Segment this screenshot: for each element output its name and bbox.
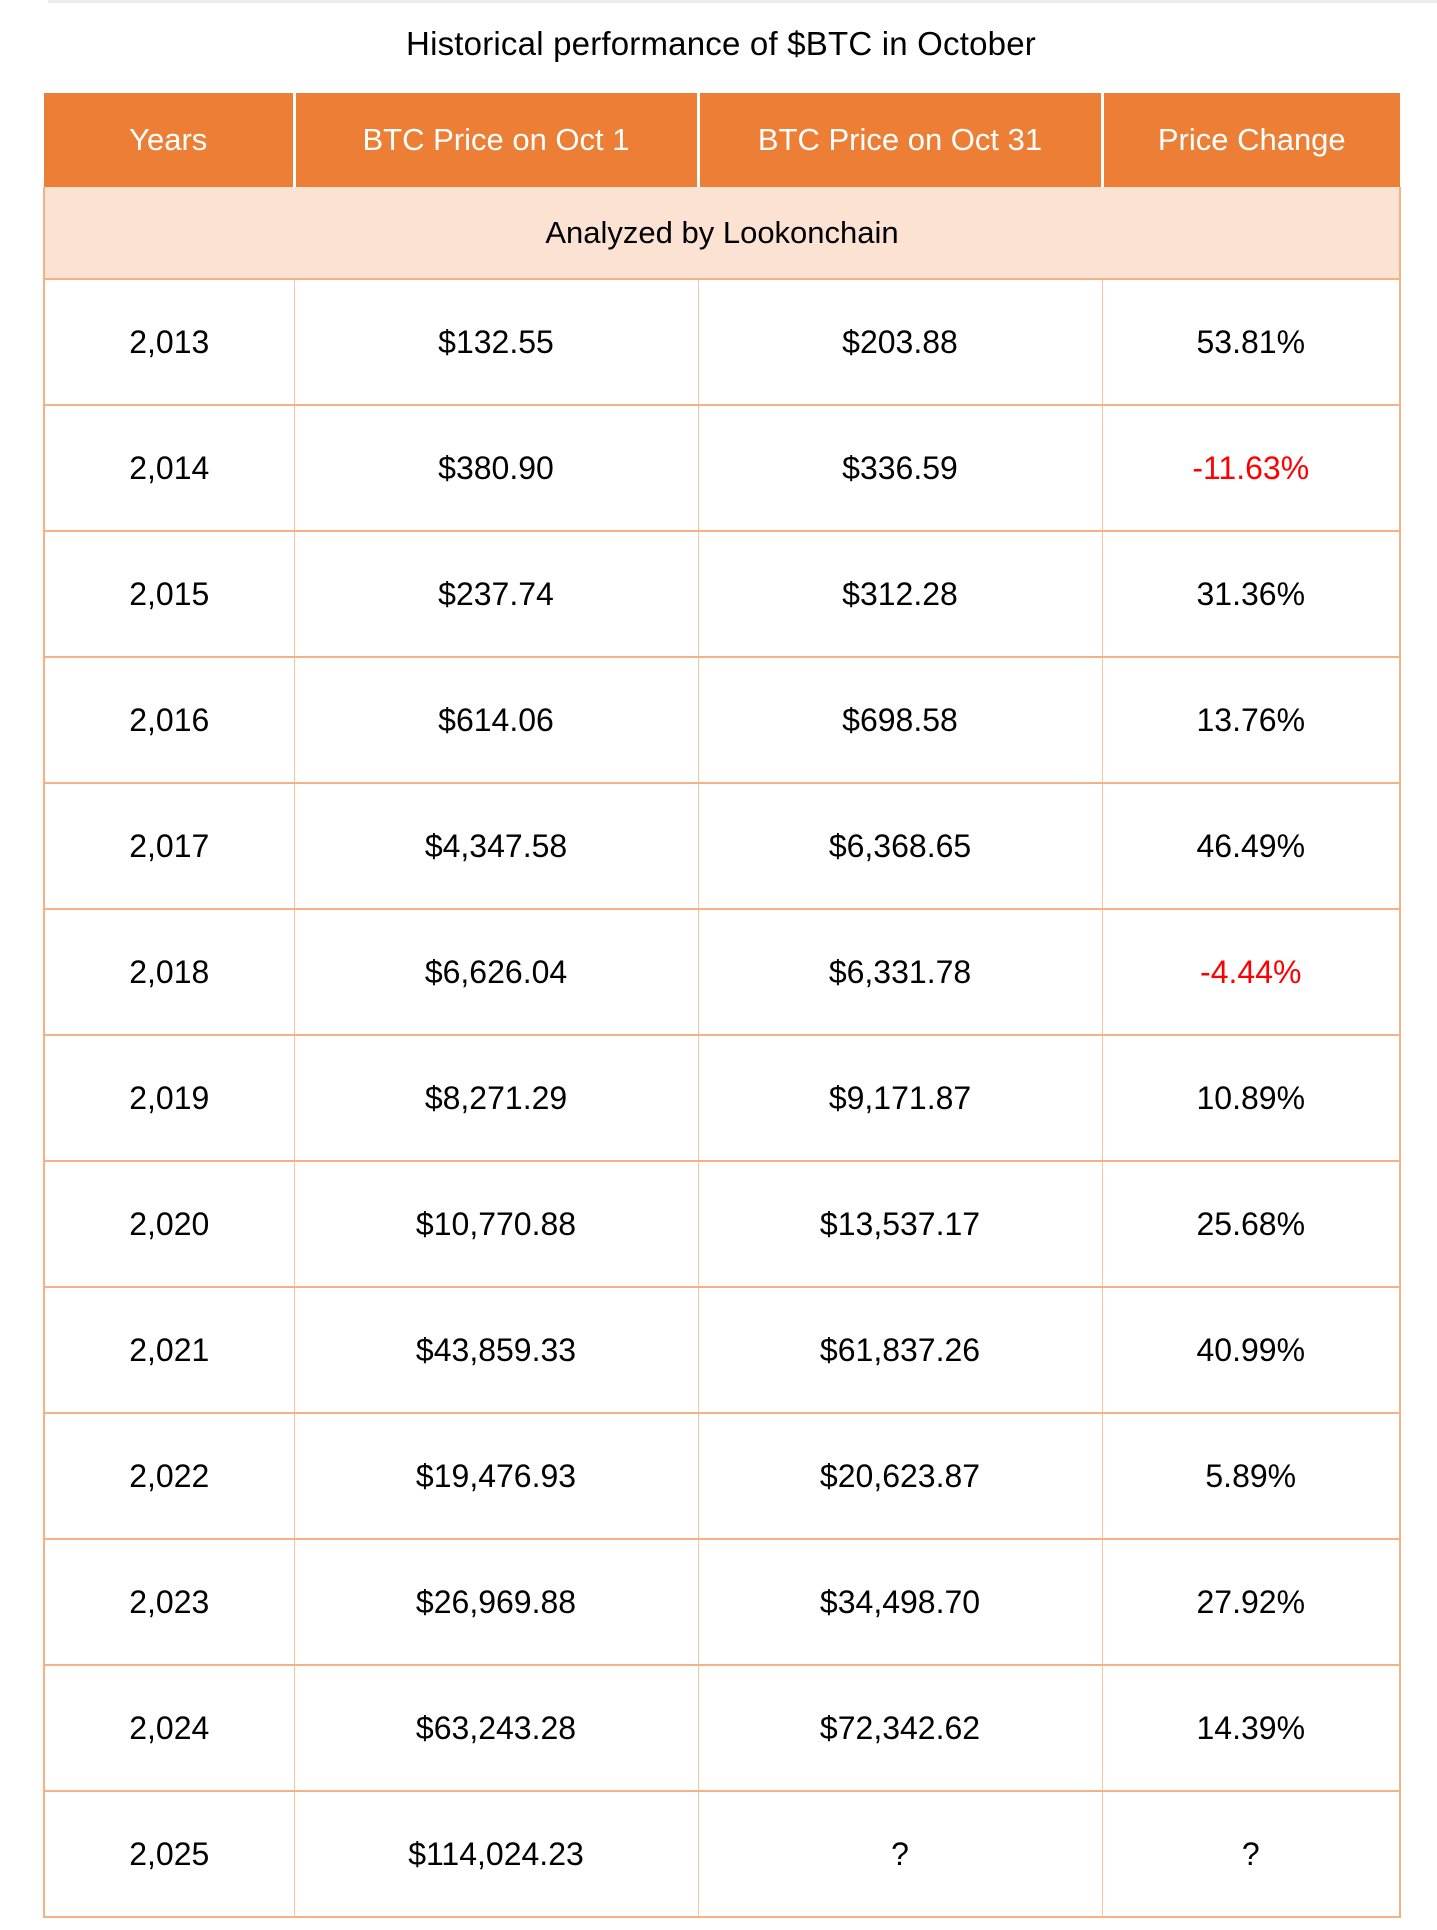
table-row (44, 1791, 1400, 1917)
cell-oct1-price: $26,969.88 (294, 1539, 698, 1665)
cell-year: 2,020 (44, 1161, 294, 1287)
cell-oct31-price: $203.88 (698, 279, 1102, 405)
table-row (44, 531, 1400, 657)
cell-year: 2,019 (44, 1035, 294, 1161)
cell-oct1-price: $19,476.93 (294, 1413, 698, 1539)
cell-oct31-price: $336.59 (698, 405, 1102, 531)
cell-price-change: 46.49% (1102, 783, 1400, 909)
cell-year: 2,013 (44, 279, 294, 405)
cell-oct31-price: $9,171.87 (698, 1035, 1102, 1161)
cell-price-change: 27.92% (1102, 1539, 1400, 1665)
top-edge-artifact (48, 0, 1437, 3)
column-header-btc-price-oct-1: BTC Price on Oct 1 (294, 93, 698, 187)
column-header-years: Years (44, 93, 294, 187)
btc-october-table (43, 93, 1401, 1918)
cell-oct31-price: ? (698, 1791, 1102, 1917)
column-header-price-change: Price Change (1102, 93, 1400, 187)
cell-oct1-price: $114,024.23 (294, 1791, 698, 1917)
table-row (44, 1413, 1400, 1539)
column-header-btc-price-oct-31: BTC Price on Oct 31 (698, 93, 1102, 187)
analyzed-by-label: Analyzed by Lookonchain (44, 187, 1400, 279)
cell-price-change: -4.44% (1102, 909, 1400, 1035)
cell-oct1-price: $4,347.58 (294, 783, 698, 909)
cell-price-change: 25.68% (1102, 1161, 1400, 1287)
cell-price-change: 40.99% (1102, 1287, 1400, 1413)
cell-oct31-price: $6,368.65 (698, 783, 1102, 909)
table-row (44, 657, 1400, 783)
cell-oct31-price: $72,342.62 (698, 1665, 1102, 1791)
subheader-row (44, 187, 1400, 279)
cell-year: 2,022 (44, 1413, 294, 1539)
cell-year: 2,017 (44, 783, 294, 909)
cell-price-change: ? (1102, 1791, 1400, 1917)
table-row (44, 1287, 1400, 1413)
cell-year: 2,018 (44, 909, 294, 1035)
cell-oct1-price: $6,626.04 (294, 909, 698, 1035)
table-row (44, 405, 1400, 531)
cell-year: 2,025 (44, 1791, 294, 1917)
cell-oct31-price: $20,623.87 (698, 1413, 1102, 1539)
cell-year: 2,015 (44, 531, 294, 657)
cell-oct1-price: $43,859.33 (294, 1287, 698, 1413)
page-title: Historical performance of $BTC in October (406, 25, 1036, 62)
table-row (44, 1035, 1400, 1161)
cell-oct31-price: $34,498.70 (698, 1539, 1102, 1665)
header-row (44, 93, 1400, 187)
cell-oct31-price: $312.28 (698, 531, 1102, 657)
cell-price-change: 53.81% (1102, 279, 1400, 405)
cell-year: 2,021 (44, 1287, 294, 1413)
cell-price-change: 31.36% (1102, 531, 1400, 657)
cell-oct1-price: $380.90 (294, 405, 698, 531)
cell-oct31-price: $61,837.26 (698, 1287, 1102, 1413)
cell-oct1-price: $63,243.28 (294, 1665, 698, 1791)
table-row (44, 1665, 1400, 1791)
table-row (44, 279, 1400, 405)
cell-oct1-price: $10,770.88 (294, 1161, 698, 1287)
table-row (44, 1539, 1400, 1665)
cell-price-change: -11.63% (1102, 405, 1400, 531)
cell-oct31-price: $13,537.17 (698, 1161, 1102, 1287)
cell-year: 2,016 (44, 657, 294, 783)
cell-price-change: 5.89% (1102, 1413, 1400, 1539)
cell-year: 2,024 (44, 1665, 294, 1791)
table-row (44, 783, 1400, 909)
cell-oct1-price: $237.74 (294, 531, 698, 657)
cell-year: 2,014 (44, 405, 294, 531)
cell-year: 2,023 (44, 1539, 294, 1665)
cell-price-change: 10.89% (1102, 1035, 1400, 1161)
table-row (44, 909, 1400, 1035)
table-row (44, 1161, 1400, 1287)
cell-oct1-price: $614.06 (294, 657, 698, 783)
cell-price-change: 14.39% (1102, 1665, 1400, 1791)
cell-oct31-price: $698.58 (698, 657, 1102, 783)
table-body (44, 279, 1400, 1917)
cell-price-change: 13.76% (1102, 657, 1400, 783)
cell-oct1-price: $132.55 (294, 279, 698, 405)
cell-oct1-price: $8,271.29 (294, 1035, 698, 1161)
cell-oct31-price: $6,331.78 (698, 909, 1102, 1035)
